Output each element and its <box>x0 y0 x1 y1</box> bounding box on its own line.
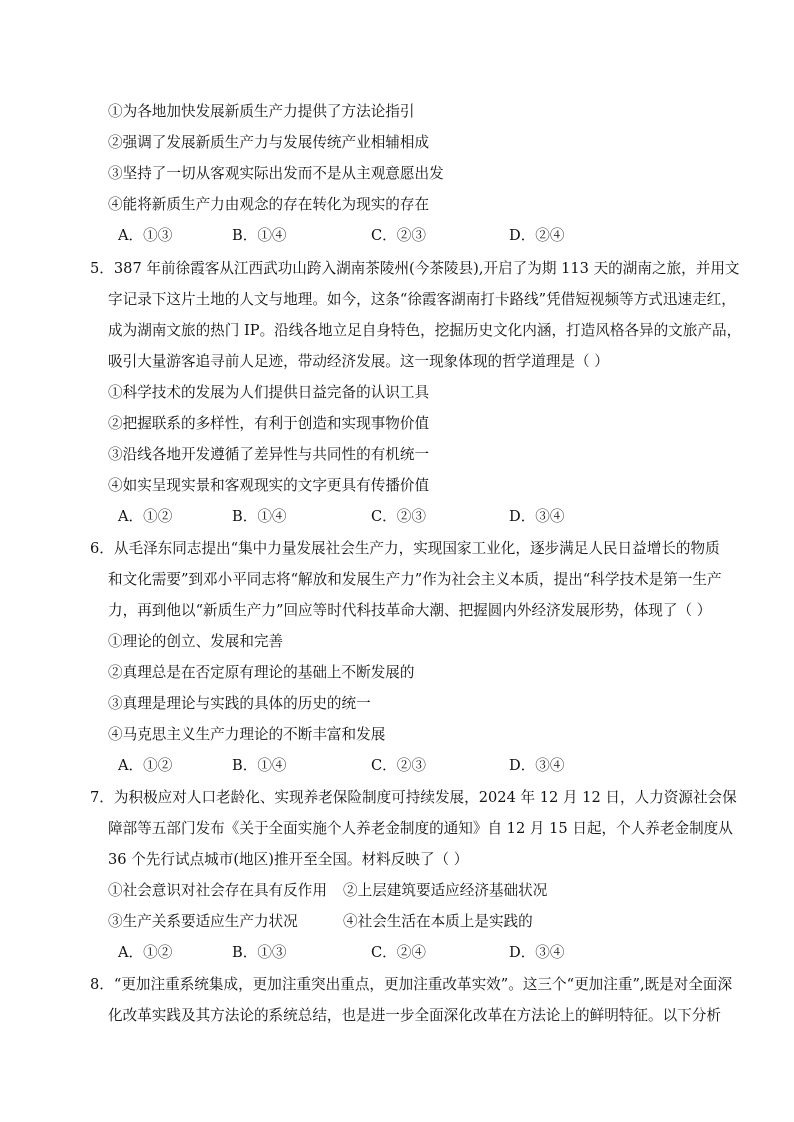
q4-item-1: ①为各地加快发展新质生产力提供了方法论指引 <box>108 103 415 120</box>
q7-option-b[interactable]: B．①③ <box>232 944 287 961</box>
q7-item-3: ③生产关系要适应生产力状况 <box>108 913 298 930</box>
q4-option-b[interactable]: B．①④ <box>232 227 287 244</box>
q4-options <box>118 226 758 246</box>
q5-option-c[interactable]: C．②③ <box>371 508 426 525</box>
q6-stem-line-2: 和文化需要”到邓小平同志将“解放和发展生产力”作为社会主义本质，提出“科学技术是第一生产 <box>108 571 722 588</box>
q6-item-4: ④马克思主义生产力理论的不断丰富和发展 <box>108 726 386 743</box>
q4-option-a[interactable]: A．①③ <box>118 227 173 244</box>
q5-stem-line-1: 5．387 年前徐霞客从江西武功山跨入湖南茶陵州(今茶陵县),开启了为期 113 天的湖南之旅，并用文 <box>90 260 740 277</box>
q5-option-d[interactable]: D．③④ <box>509 508 565 525</box>
q5-stem-line-2: 字记录下这片土地的人文与地理。如今，这条“徐霞客湖南打卡路线”凭借短视频等方式迅速走红， <box>108 291 736 308</box>
q7-stem-line-3: 36 个先行试点城市(地区)推开至全国。材料反映了（ ） <box>108 851 469 868</box>
q4-option-c[interactable]: C．②③ <box>371 227 426 244</box>
q7-items-row-1 <box>108 881 748 901</box>
q7-items-row-2 <box>108 912 748 932</box>
q5-options <box>118 507 758 527</box>
q6-stem-line-1: 6．从毛泽东同志提出“集中力量发展社会生产力，实现国家工业化，逐步满足人民日益增长的物质 <box>90 540 720 557</box>
q4-item-3: ③坚持了一切从客观实际出发而不是从主观意愿出发 <box>108 165 444 182</box>
q7-option-a[interactable]: A．①② <box>118 944 173 961</box>
q6-option-b[interactable]: B．①④ <box>232 757 287 774</box>
q7-stem-line-1: 7．为积极应对人口老龄化、实现养老保险制度可持续发展，2024 年 12 月 12 日，人力资源社会保 <box>90 789 737 806</box>
q5-option-b[interactable]: B．①④ <box>232 508 287 525</box>
q7-stem-line-2: 障部等五部门发布《关于全面实施个人养老金制度的通知》自 12 月 15 日起，个人养老金制度从 <box>108 820 733 837</box>
q4-item-2: ②强调了发展新质生产力与发展传统产业相辅相成 <box>108 134 430 151</box>
q4-option-d[interactable]: D．②④ <box>509 227 565 244</box>
q5-item-1: ①科学技术的发展为人们提供日益完备的认识工具 <box>108 384 430 401</box>
q8-stem-line-2: 化改革实践及其方法论的系统总结，也是进一步全面深化改革在方法论上的鲜明特征。以下分析 <box>108 1007 721 1024</box>
q6-options <box>118 756 758 776</box>
q7-item-2: ②上层建筑要适应经济基础状况 <box>343 882 548 899</box>
q5-item-4: ④如实呈现实景和客观现实的文字更具有传播价值 <box>108 477 430 494</box>
q5-item-2: ②把握联系的多样性，有利于创造和实现事物价值 <box>108 415 430 432</box>
q8-stem-line-1: 8．“更加注重系统集成，更加注重突出重点，更加注重改革实效”。这三个“更加注重”,既是对全面深 <box>90 976 733 993</box>
q6-option-c[interactable]: C．②③ <box>371 757 426 774</box>
q5-item-3: ③沿线各地开发遵循了差异性与共同性的有机统一 <box>108 446 430 463</box>
q4-item-4: ④能将新质生产力由观念的存在转化为现实的存在 <box>108 196 430 213</box>
q7-option-c[interactable]: C．②④ <box>371 944 426 961</box>
q5-stem-line-4: 吸引大量游客追寻前人足迹，带动经济发展。这一现象体现的哲学道理是（ ） <box>108 353 609 370</box>
q7-options <box>118 943 758 963</box>
q5-option-a[interactable]: A．①② <box>118 508 173 525</box>
q6-option-a[interactable]: A．①② <box>118 757 173 774</box>
q7-item-1: ①社会意识对社会存在具有反作用 <box>108 882 327 899</box>
q6-item-2: ②真理总是在否定原有理论的基础上不断发展的 <box>108 664 415 681</box>
q6-item-1: ①理论的创立、发展和完善 <box>108 633 284 650</box>
q6-item-3: ③真理是理论与实践的具体的历史的统一 <box>108 695 371 712</box>
q5-stem-line-3: 成为湖南文旅的热门 IP。沿线各地立足自身特色，挖掘历史文化内涵，打造风格各异的文旅产品， <box>108 322 742 339</box>
q7-item-4: ④社会生活在本质上是实践的 <box>343 913 533 930</box>
q6-option-d[interactable]: D．③④ <box>509 757 565 774</box>
q7-option-d[interactable]: D．③④ <box>509 944 565 961</box>
q6-stem-line-3: 力，再到他以“新质生产力”回应等时代科技革命大潮、把握圆内外经济发展形势，体现了（ ） <box>108 602 712 619</box>
